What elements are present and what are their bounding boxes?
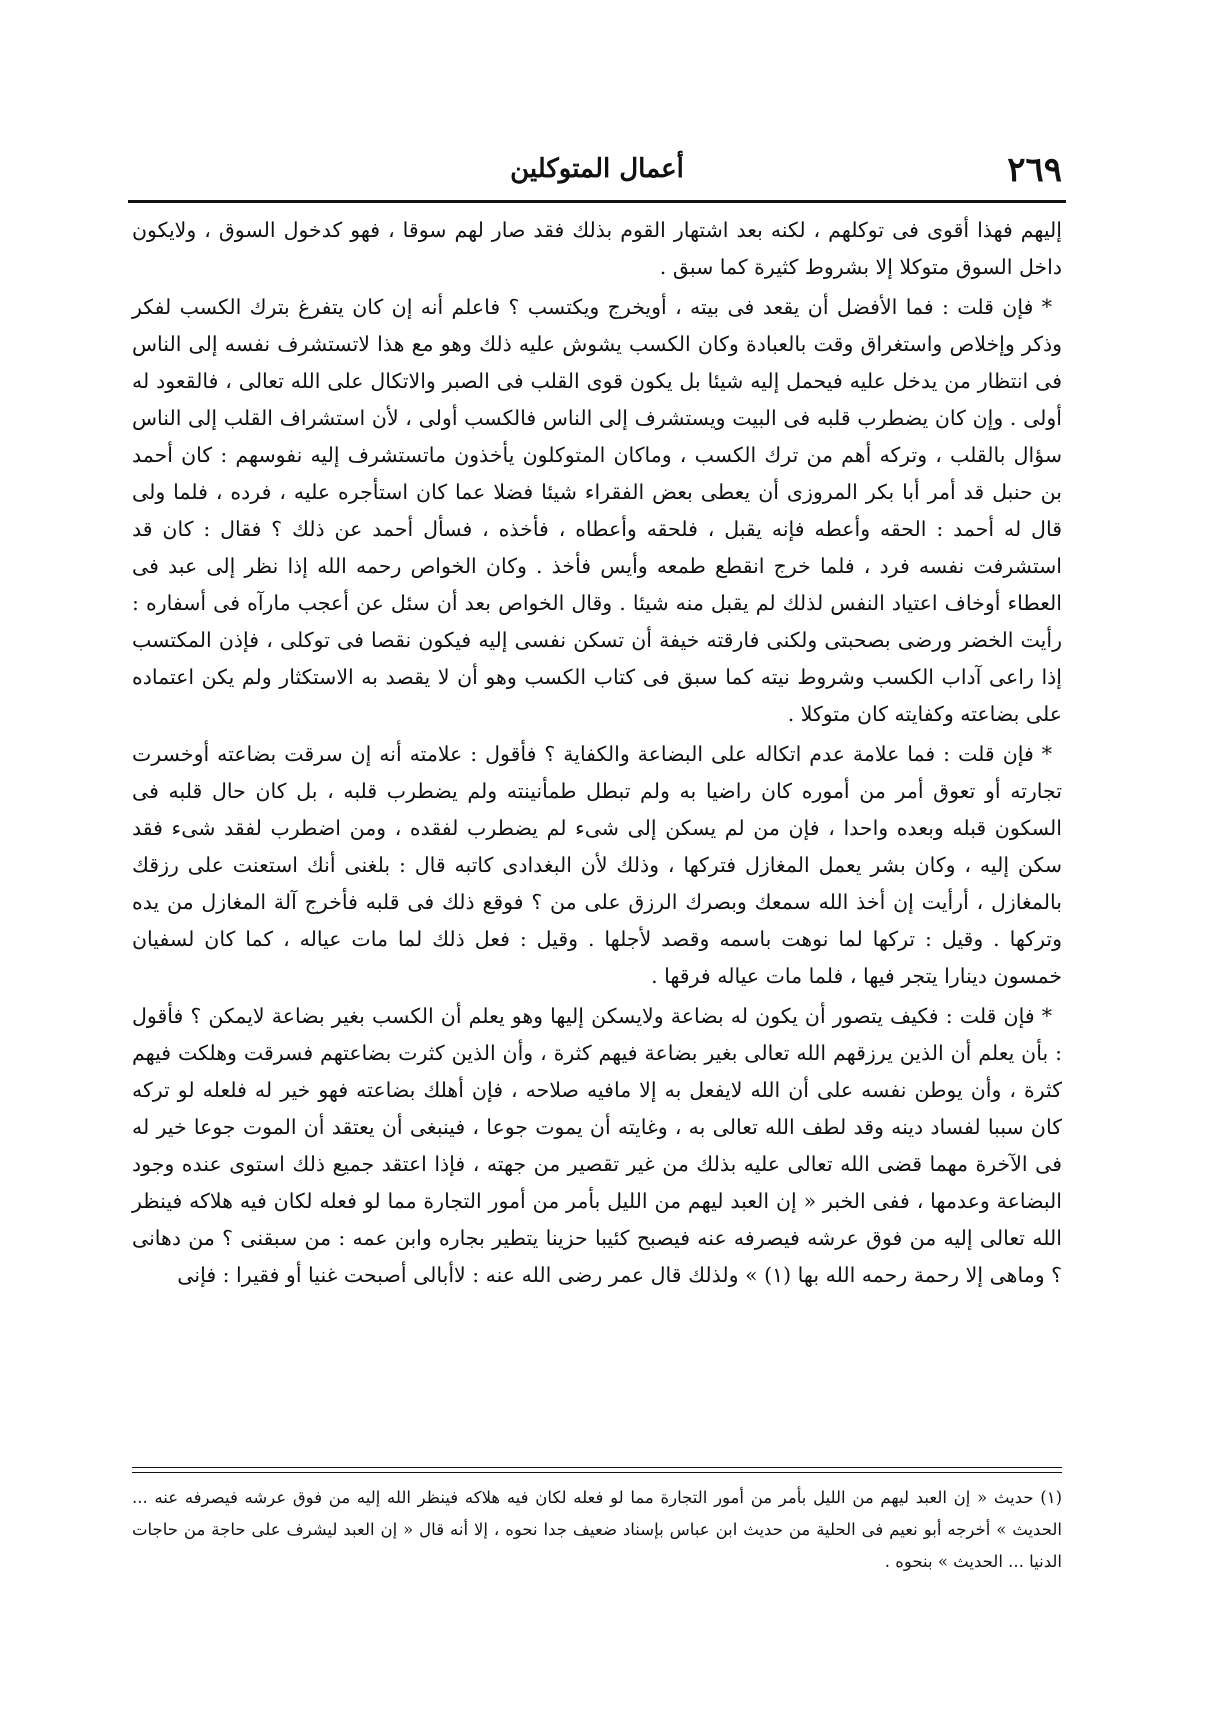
running-title: أعمال المتوكلين bbox=[510, 154, 684, 184]
paragraph: إليهم فهذا أقوى فى توكلهم ، لكنه بعد اشتهار القوم بذلك فقد صار لهم سوقا ، فهو كدخول السوق ، ولايكون داخل السوق متوكلا إلا بشروط كثيرة كما سبق . bbox=[132, 218, 1062, 279]
header-rule bbox=[128, 200, 1066, 203]
footnote: (١) حديث « إن العبد ليهم من الليل بأمر من أمور التجارة مما لو فعله لكان فيه هلاكه فينظر الله إليه من فوق عرشه فيصرفه عنه ... الحديث » أخرجه أبو نعيم فى الحلية من حديث ابن عباس بإسناد ضعيف جدا نحوه ، إلا أنه قال « إن العبد ليشرف على حاجة من حاجات الدنيا ... الحديث » بنحوه . bbox=[132, 1488, 1062, 1571]
main-text bbox=[132, 212, 1062, 1297]
page-number: ٢٦٩ bbox=[1007, 150, 1062, 190]
footnote-divider bbox=[132, 1467, 1062, 1468]
paragraph: * فإن قلت : فما الأفضل أن يقعد فى بيته ، أويخرج ويكتسب ؟ فاعلم أنه إن كان يتفرغ بترك الكسب لفكر وذكر وإخلاص واستغراق وقت بالعبادة وكان الكسب يشوش عليه ذلك وهو مع هذا لاتستشرف نفسه إلى الناس فى انتظار من يدخل عليه فيحمل إليه شيئا بل يكون قوى القلب فى الصبر والاتكال على الله تعالى ، فالقعود له أولى . وإن كان يضطرب قلبه فى البيت ويستشرف إلى الناس فالكسب أولى ، لأن استشراف القلب إلى الناس سؤال بالقلب ، وتركه أهم من ترك الكسب ، وماكان المتوكلون يأخذون ماتستشرف إليه نفوسهم : كان أحمد بن حنبل قد أمر أبا بكر المروزى أن يعطى بعض الفقراء شيئا فضلا عما كان استأجره عليه ، فرده ، فلما ولى قال له أحمد : الحقه وأعطه فإنه يقبل ، فلحقه وأعطاه ، فأخذه ، فسأل أحمد عن ذلك ؟ فقال : كان قد استشرفت نفسه فرد ، فلما خرج انقطع طمعه وأيس فأخذ . وكان الخواص رحمه الله إذا نظر إلى عبد فى العطاء أوخاف اعتياد النفس لذلك لم يقبل منه شيئا . وقال الخواص بعد أن سئل عن أعجب مارآه فى أسفاره : رأيت الخضر ورضى بصحبتى ولكنى فارقته خيفة أن تسكن نفسى إليه فيكون نقصا فى توكلى ، فإذن المكتسب إذا راعى آداب الكسب وشروط نيته كما سبق فى كتاب الكسب وهو أن لا يقصد به الاستكثار ولم يكن اعتماده على بضاعته وكفايته كان متوكلا . bbox=[132, 295, 1062, 726]
footnote-divider-inner bbox=[132, 1472, 1062, 1473]
paragraph: * فإن قلت : فكيف يتصور أن يكون له بضاعة ولايسكن إليها وهو يعلم أن الكسب بغير بضاعة لايمكن ؟ فأقول : بأن يعلم أن الذين يرزقهم الله تعالى بغير بضاعة فيهم كثرة ، وأن الذين كثرت بضاعتهم فسرقت وهلكت فيهم كثرة ، وأن يوطن نفسه على أن الله لايفعل به إلا مافيه صلاحه ، فإن أهلك بضاعته فهو خير له فلعله لو تركه كان سببا لفساد دينه وقد لطف الله تعالى به ، وغايته أن يموت جوعا ، فينبغى أن يعتقد أن الموت جوعا خير له فى الآخرة مهما قضى الله تعالى عليه بذلك من غير تقصير من جهته ، فإذا اعتقد جميع ذلك استوى عنده وجود البضاعة وعدمها ، ففى الخبر « إن العبد ليهم من الليل بأمر من أمور التجارة مما لو فعله لكان فيه هلاكه فينظر الله تعالى إليه من فوق عرشه فيصرفه عنه فيصبح كئيبا حزينا يتطير بجاره وابن عمه : من سبقنى ؟ من دهانى ؟ وماهى إلا رحمة رحمه الله بها (١) » ولذلك قال عمر رضى الله عنه : لاأبالى أصبحت غنيا أو فقيرا : فإنى bbox=[132, 1004, 1062, 1287]
page-header bbox=[132, 150, 1062, 196]
paragraph: * فإن قلت : فما علامة عدم اتكاله على البضاعة والكفاية ؟ فأقول : علامته أنه إن سرقت بضاعته أوخسرت تجارته أو تعوق أمر من أموره كان راضيا به ولم تبطل طمأنينته ولم يضطرب قلبه ، بل كان حال قلبه فى السكون قبله وبعده واحدا ، فإن من لم يسكن إلى شىء لم يضطرب لفقده ، ومن اضطرب لفقد شىء فقد سكن إليه ، وكان بشر يعمل المغازل فتركها ، وذلك لأن البغدادى كاتبه قال : بلغنى أنك استعنت على رزقك بالمغازل ، أرأيت إن أخذ الله سمعك وبصرك الرزق على من ؟ فوقع ذلك فى قلبه فأخرج آلة المغازل من يده وتركها . وقيل : تركها لما نوهت باسمه وقصد لأجلها . وقيل : فعل ذلك لما مات عياله ، كما كان لسفيان خمسون دينارا يتجر فيها ، فلما مات عياله فرقها . bbox=[132, 742, 1062, 988]
